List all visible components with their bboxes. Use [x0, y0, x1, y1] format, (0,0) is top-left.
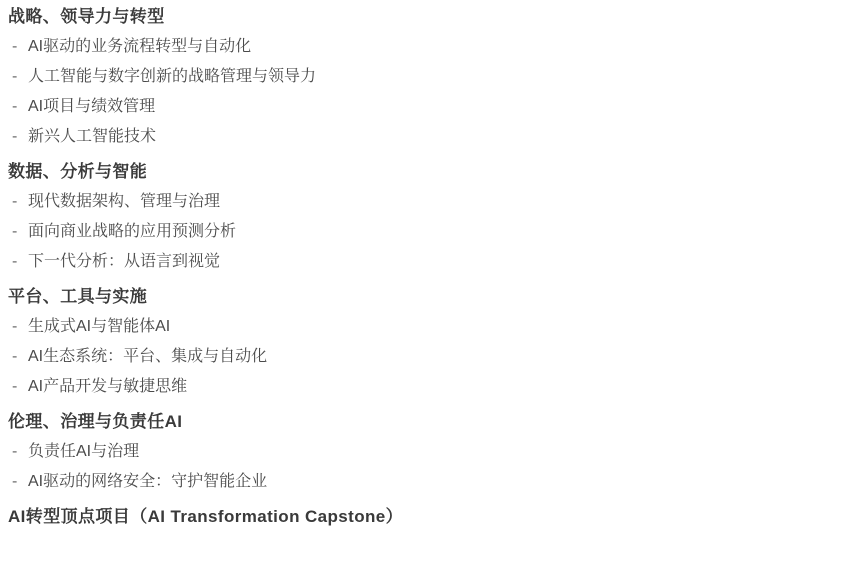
bullet-dash-icon: -: [12, 347, 18, 365]
list-item: [8, 35, 847, 59]
list-item-label: 新兴人工智能技术: [28, 127, 157, 145]
section-items: [8, 190, 847, 274]
list-item: [8, 470, 847, 494]
section-heading: 战略、领导力与转型: [8, 7, 165, 26]
list-item: [8, 315, 847, 339]
list-item: [8, 125, 847, 149]
section-items: [8, 35, 847, 149]
list-item-label: 生成式AI与智能体AI: [28, 317, 171, 335]
list-item-label: AI驱动的业务流程转型与自动化: [28, 37, 252, 55]
list-item-label: 人工智能与数字创新的战略管理与领导力: [28, 67, 317, 85]
bullet-dash-icon: -: [12, 67, 18, 85]
bullet-dash-icon: -: [12, 252, 18, 270]
list-item: [8, 345, 847, 369]
bullet-dash-icon: -: [12, 97, 18, 115]
curriculum-section-data: [8, 161, 847, 274]
list-item: [8, 440, 847, 464]
list-item-label: AI项目与绩效管理: [28, 97, 156, 115]
bullet-dash-icon: -: [12, 317, 18, 335]
bullet-dash-icon: -: [12, 472, 18, 490]
bullet-dash-icon: -: [12, 192, 18, 210]
section-items: [8, 315, 847, 399]
bullet-dash-icon: -: [12, 442, 18, 460]
list-item: [8, 95, 847, 119]
list-item-label: AI驱动的网络安全：守护智能企业: [28, 472, 268, 490]
list-item: [8, 220, 847, 244]
bullet-dash-icon: -: [12, 222, 18, 240]
list-item-label: 下一代分析：从语言到视觉: [28, 252, 221, 270]
bullet-dash-icon: -: [12, 37, 18, 55]
list-item-label: 面向商业战略的应用预测分析: [28, 222, 237, 240]
bullet-dash-icon: -: [12, 377, 18, 395]
curriculum-section-capstone: [8, 506, 847, 529]
section-heading: 伦理、治理与负责任AI: [8, 411, 183, 431]
list-item-label: 负责任AI与治理: [28, 442, 140, 460]
section-heading: 数据、分析与智能: [8, 161, 148, 181]
list-item: [8, 375, 847, 399]
list-item-label: 现代数据架构、管理与治理: [28, 192, 221, 210]
curriculum-section-ethics: [8, 411, 847, 494]
list-item-label: AI生态系统：平台、集成与自动化: [28, 347, 268, 365]
bullet-dash-icon: -: [12, 127, 18, 145]
section-heading: AI转型顶点项目（AI Transformation Capstone）: [8, 506, 404, 526]
section-heading: 平台、工具与实施: [8, 286, 148, 306]
list-item: [8, 250, 847, 274]
list-item-label: AI产品开发与敏捷思维: [28, 377, 188, 395]
curriculum-section-strategy: [8, 6, 847, 149]
list-item: [8, 65, 847, 89]
list-item: [8, 190, 847, 214]
section-items: [8, 440, 847, 494]
curriculum-section-platforms: [8, 286, 847, 399]
